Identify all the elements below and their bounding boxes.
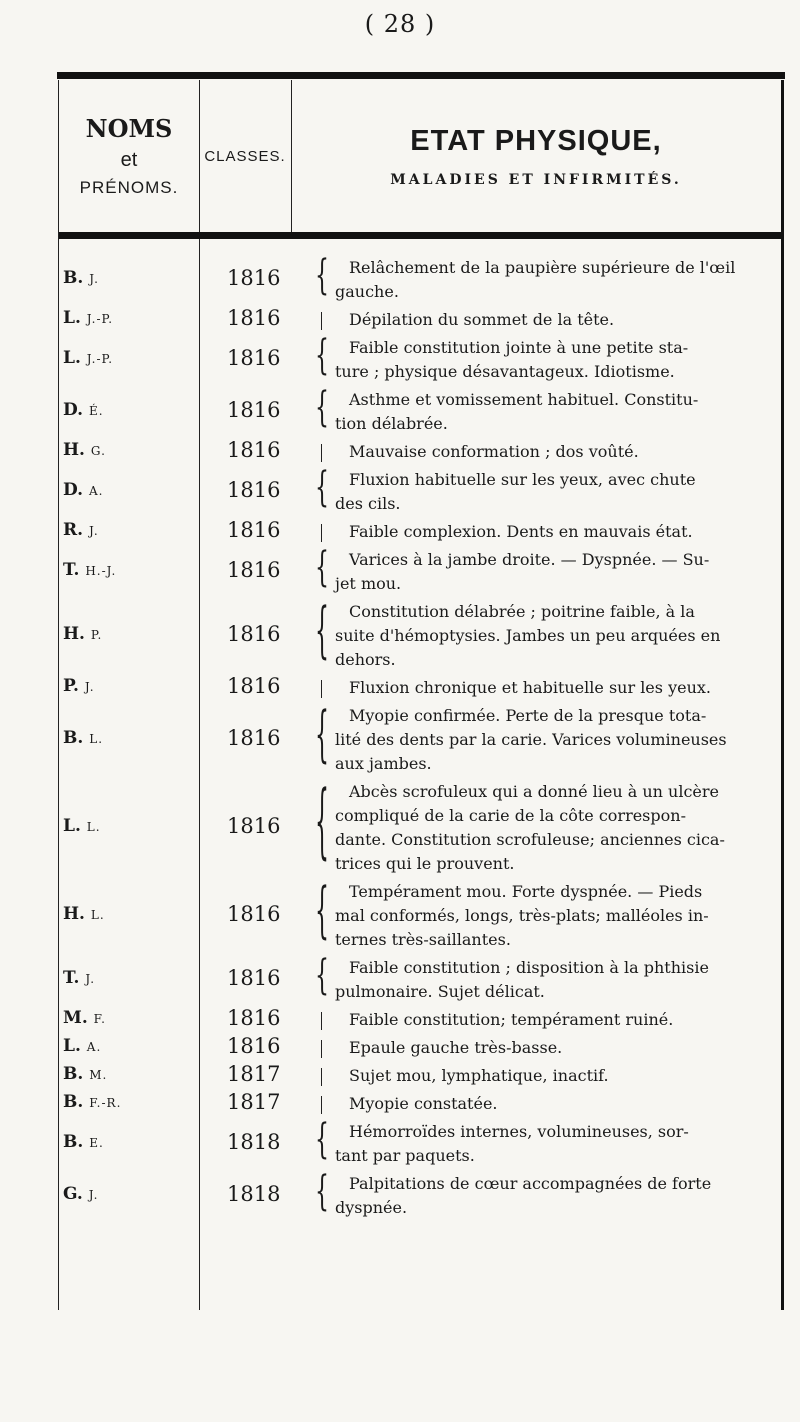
person-name: [63, 676, 95, 696]
person-name: [63, 1092, 121, 1112]
header-etat: [291, 80, 781, 232]
description-line: ture ; physique désavantageux. Idiotisme.: [335, 362, 675, 381]
description-line: tant par paquets.: [335, 1146, 475, 1165]
class-year: 1816: [227, 346, 281, 370]
description-line: trices qui le prouvent.: [335, 854, 515, 873]
description-line: lité des dents par la carie. Varices volumineuses: [335, 730, 727, 749]
class-year: 1818: [227, 1130, 281, 1154]
person-name: [63, 560, 116, 580]
given-initials: E.: [89, 1136, 104, 1150]
condition-description: [335, 308, 783, 332]
person-name: [63, 816, 101, 836]
description-line: tion délabrée.: [335, 414, 448, 433]
condition-description: [335, 468, 783, 516]
class-year: 1816: [227, 902, 281, 926]
bar-divider: [321, 1068, 322, 1086]
class-year: 1816: [227, 558, 281, 582]
given-initials: J.-P.: [86, 352, 114, 366]
bar-divider: [321, 680, 322, 698]
description-line: Faible constitution jointe à une petite sta-: [349, 338, 689, 357]
condition-description: [335, 600, 783, 672]
description-line: dyspnée.: [335, 1198, 408, 1217]
condition-description: [335, 880, 783, 952]
table-row: [59, 600, 781, 672]
condition-description: [335, 336, 783, 384]
class-year: 1818: [227, 1182, 281, 1206]
header-et: et: [120, 149, 138, 171]
surname-initial: B.: [63, 1064, 84, 1084]
brace-icon: {: [315, 386, 329, 433]
condition-description: [335, 1008, 783, 1032]
class-year: 1817: [227, 1090, 281, 1114]
person-name: [63, 624, 102, 644]
description-line: Dépilation du sommet de la tête.: [349, 310, 615, 329]
surname-initial: B.: [63, 1132, 84, 1152]
class-year: 1817: [227, 1062, 281, 1086]
table-row: [59, 780, 781, 876]
table-row: [59, 1008, 781, 1032]
surname-initial: B.: [63, 1092, 84, 1112]
condition-description: [335, 780, 783, 876]
given-initials: P.: [90, 628, 103, 642]
table-row: [59, 1064, 781, 1088]
given-initials: M.: [89, 1068, 108, 1082]
given-initials: F.: [93, 1012, 106, 1026]
class-year: 1816: [227, 966, 281, 990]
description-line: gauche.: [335, 282, 399, 301]
given-initials: H.-J.: [85, 564, 117, 578]
brace-icon: {: [315, 954, 329, 1001]
surname-initial: T.: [63, 560, 80, 580]
given-initials: J.: [88, 1188, 99, 1202]
class-year: 1816: [227, 814, 281, 838]
description-line: Mauvaise conformation ; dos voûté.: [349, 442, 639, 461]
description-line: Varices à la jambe droite. — Dyspnée. — Su-: [349, 550, 710, 569]
person-name: [63, 1184, 98, 1204]
condition-description: [335, 1120, 783, 1168]
given-initials: L.: [86, 820, 101, 834]
table-row: [59, 880, 781, 952]
table-row: [59, 256, 781, 304]
brace-icon: {: [315, 334, 329, 381]
table-row: [59, 520, 781, 544]
description-line: Sujet mou, lymphatique, inactif.: [349, 1066, 609, 1085]
table-row: [59, 1092, 781, 1116]
person-name: [63, 440, 106, 460]
condition-description: [335, 1064, 783, 1088]
given-initials: A.: [88, 484, 104, 498]
surname-initial: H.: [63, 904, 85, 924]
table-row: [59, 308, 781, 332]
person-name: [63, 968, 95, 988]
table-row: [59, 548, 781, 596]
surname-initial: M.: [63, 1008, 88, 1028]
surname-initial: G.: [63, 1184, 83, 1204]
given-initials: J.: [89, 272, 99, 286]
description-line: pulmonaire. Sujet délicat.: [335, 982, 545, 1001]
surname-initial: R.: [63, 520, 84, 540]
person-name: [63, 348, 113, 368]
brace-icon: {: [315, 466, 329, 513]
condition-description: [335, 520, 783, 544]
class-year: 1816: [227, 726, 281, 750]
description-line: ternes très-saillantes.: [335, 930, 511, 949]
description-line: Constitution délabrée ; poitrine faible, à la: [349, 602, 695, 621]
header-classes: CLASSES.: [204, 147, 286, 165]
surname-initial: B.: [63, 268, 84, 288]
table-row: [59, 440, 781, 464]
condition-description: [335, 676, 783, 700]
top-rule: [57, 72, 785, 79]
surname-initial: L.: [63, 348, 81, 368]
header-noms: NOMS: [85, 114, 173, 143]
description-line: Tempérament mou. Forte dyspnée. — Pieds: [349, 882, 703, 901]
surname-initial: L.: [63, 308, 81, 328]
table-row: [59, 336, 781, 384]
condition-description: [335, 704, 783, 776]
condition-description: [335, 1172, 783, 1220]
class-year: 1816: [227, 622, 281, 646]
description-line: mal conformés, longs, très-plats; malléoles in-: [335, 906, 709, 925]
class-year: 1816: [227, 478, 281, 502]
page-number: ( 28 ): [364, 10, 436, 38]
description-line: Asthme et vomissement habituel. Constitu-: [349, 390, 699, 409]
surname-initial: B.: [63, 728, 84, 748]
given-initials: J.: [84, 680, 95, 694]
person-name: [63, 904, 105, 924]
class-year: 1816: [227, 398, 281, 422]
bar-divider: [321, 1040, 322, 1058]
bar-divider: [321, 444, 322, 462]
condition-description: [335, 1092, 783, 1116]
brace-icon: {: [315, 1170, 329, 1217]
person-name: [63, 1132, 104, 1152]
register-table: [58, 80, 784, 1310]
surname-initial: L.: [63, 816, 81, 836]
person-name: [63, 1064, 107, 1084]
brace-icon: {: [315, 878, 329, 948]
person-name: [63, 728, 103, 748]
condition-description: [335, 548, 783, 596]
condition-description: [335, 440, 783, 464]
description-line: Faible constitution ; disposition à la phthisie: [349, 958, 709, 977]
description-line: Fluxion chronique et habituelle sur les yeux.: [349, 678, 711, 697]
surname-initial: H.: [63, 624, 85, 644]
brace-icon: {: [315, 1118, 329, 1165]
header-prenoms: PRÉNOMS.: [79, 178, 179, 197]
table-row: [59, 704, 781, 776]
condition-description: [335, 388, 783, 436]
surname-initial: P.: [63, 676, 79, 696]
surname-initial: D.: [63, 480, 84, 500]
brace-icon: {: [315, 546, 329, 593]
given-initials: A.: [86, 1040, 102, 1054]
given-initials: J.: [88, 524, 99, 538]
brace-icon: {: [315, 598, 329, 668]
description-line: dante. Constitution scrofuleuse; anciennes cica-: [335, 830, 725, 849]
bar-divider: [321, 1096, 322, 1114]
description-line: Fluxion habituelle sur les yeux, avec chute: [349, 470, 696, 489]
given-initials: L.: [89, 732, 104, 746]
header-etat-title: ETAT PHYSIQUE,: [410, 124, 662, 157]
class-year: 1816: [227, 674, 281, 698]
description-line: Epaule gauche très-basse.: [349, 1038, 563, 1057]
brace-icon: {: [315, 702, 329, 772]
condition-description: [335, 956, 783, 1004]
description-line: compliqué de la carie de la côte correspon-: [335, 806, 686, 825]
header-etat-subtitle: MALADIES ET INFIRMITÉS.: [390, 171, 682, 188]
table-row: [59, 1120, 781, 1168]
person-name: [63, 308, 113, 328]
description-line: jet mou.: [335, 574, 402, 593]
person-name: [63, 1008, 106, 1028]
condition-description: [335, 1036, 783, 1060]
class-year: 1816: [227, 306, 281, 330]
description-line: Palpitations de cœur accompagnées de forte: [349, 1174, 712, 1193]
table-row: [59, 468, 781, 516]
header-rule: [59, 232, 781, 239]
bar-divider: [321, 1012, 322, 1030]
description-line: Relâchement de la paupière supérieure de l'œil: [349, 258, 736, 277]
given-initials: J.-P.: [86, 312, 114, 326]
class-year: 1816: [227, 1006, 281, 1030]
description-line: Hémorroïdes internes, volumineuses, sor-: [349, 1122, 689, 1141]
given-initials: G.: [90, 444, 106, 458]
description-line: Myopie confirmée. Perte de la presque tota-: [349, 706, 707, 725]
person-name: [63, 1036, 101, 1056]
given-initials: L.: [90, 908, 105, 922]
given-initials: F.-R.: [89, 1096, 122, 1110]
condition-description: [335, 256, 783, 304]
description-line: suite d'hémoptysies. Jambes un peu arquées en: [335, 626, 721, 645]
surname-initial: D.: [63, 400, 84, 420]
person-name: [63, 400, 104, 420]
bar-divider: [321, 524, 322, 542]
description-line: Abcès scrofuleux qui a donné lieu à un ulcère: [349, 782, 719, 801]
person-name: [63, 268, 99, 288]
person-name: [63, 520, 99, 540]
description-line: aux jambes.: [335, 754, 432, 773]
brace-icon: {: [315, 778, 329, 871]
class-year: 1816: [227, 518, 281, 542]
brace-icon: {: [315, 254, 329, 301]
person-name: [63, 480, 103, 500]
description-line: Faible complexion. Dents en mauvais état.: [349, 522, 693, 541]
table-row: [59, 1036, 781, 1060]
description-line: des cils.: [335, 494, 401, 513]
table-row: [59, 676, 781, 700]
description-line: dehors.: [335, 650, 396, 669]
class-year: 1816: [227, 266, 281, 290]
class-year: 1816: [227, 438, 281, 462]
table-row: [59, 956, 781, 1004]
table-row: [59, 1172, 781, 1220]
given-initials: É.: [88, 404, 104, 418]
header-names: [59, 80, 199, 232]
description-line: Myopie constatée.: [349, 1094, 498, 1113]
surname-initial: H.: [63, 440, 85, 460]
description-line: Faible constitution; tempérament ruiné.: [349, 1010, 674, 1029]
bar-divider: [321, 312, 322, 330]
surname-initial: L.: [63, 1036, 81, 1056]
class-year: 1816: [227, 1034, 281, 1058]
table-row: [59, 388, 781, 436]
given-initials: J.: [85, 972, 96, 986]
surname-initial: T.: [63, 968, 80, 988]
